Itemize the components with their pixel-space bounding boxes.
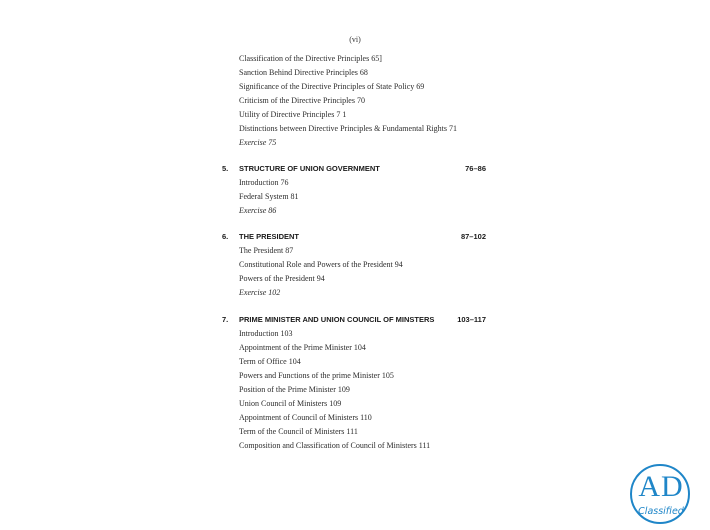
toc-entry: Composition and Classification of Council of Ministers 111 <box>239 441 431 450</box>
toc-entry: Powers and Functions of the prime Minister 105 <box>239 371 394 380</box>
toc-entry: Term of Office 104 <box>239 357 301 366</box>
chapter-page-range: 76–86 <box>465 164 486 173</box>
toc-entry-exercise: Exercise 102 <box>239 288 281 297</box>
toc-entry: The President 87 <box>239 246 294 255</box>
toc-entry: Introduction 103 <box>239 329 293 338</box>
toc-entry: Sanction Behind Directive Principles 68 <box>239 68 368 77</box>
toc-entry-exercise: Exercise 75 <box>239 138 277 147</box>
page-number: (vi) <box>349 35 361 44</box>
toc-entry: Federal System 81 <box>239 192 299 201</box>
toc-entry: Distinctions between Directive Principles & Fundamental Rights 71 <box>239 124 457 133</box>
chapter-title: PRIME MINISTER AND UNION COUNCIL OF MINSTERS <box>239 315 435 324</box>
toc-entry: Introduction 76 <box>239 178 289 187</box>
chapter-number: 5. <box>222 164 229 173</box>
toc-entry: Term of the Council of Ministers 111 <box>239 427 358 436</box>
logo-sub-text: Classified <box>638 506 684 517</box>
ad-classified-logo <box>630 464 696 526</box>
toc-entry: Constitutional Role and Powers of the President 94 <box>239 260 403 269</box>
chapter-number: 6. <box>222 232 229 241</box>
chapter-page-range: 103–117 <box>457 315 486 324</box>
toc-entry: Position of the Prime Minister 109 <box>239 385 350 394</box>
chapter-page-range: 87–102 <box>460 232 486 241</box>
toc-entry: Classification of the Directive Principles 65] <box>239 54 382 63</box>
toc-entry: Utility of Directive Principles 7 1 <box>239 110 347 119</box>
toc-entry: Powers of the President 94 <box>239 274 325 283</box>
toc-entry: Criticism of the Directive Principles 70 <box>239 96 365 105</box>
toc-entry: Appointment of Council of Ministers 110 <box>239 413 372 422</box>
toc-entry: Significance of the Directive Principles of State Policy 69 <box>239 82 425 91</box>
chapter-title: STRUCTURE OF UNION GOVERNMENT <box>239 164 380 173</box>
chapter-title: THE PRESIDENT <box>239 232 300 241</box>
toc-entry: Appointment of the Prime Minister 104 <box>239 343 366 352</box>
toc-entry: Union Council of Ministers 109 <box>239 399 342 408</box>
logo-main-text: AD <box>638 470 684 503</box>
chapter-number: 7. <box>222 315 229 324</box>
toc-entry-exercise: Exercise 86 <box>239 206 277 215</box>
